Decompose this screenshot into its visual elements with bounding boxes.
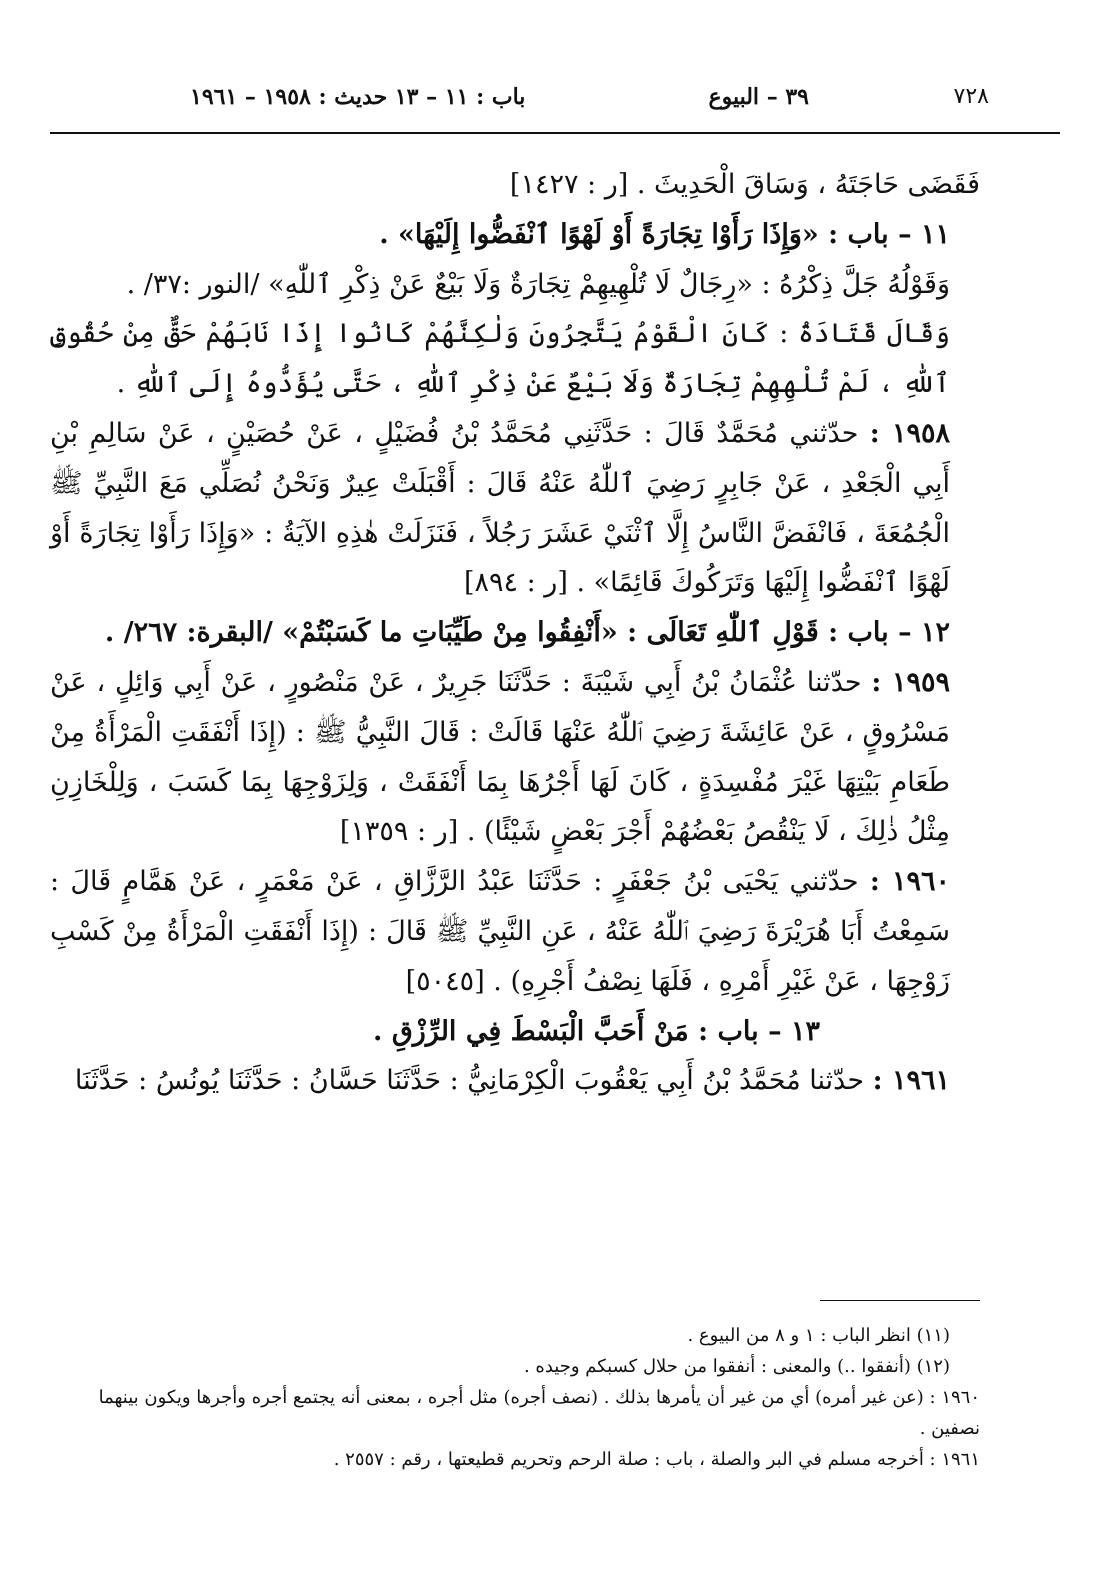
qatada-statement: وَقَالَ قَتَادَةُ : كَانَ الْقَوْمُ يَتَّجِرُونَ وَلٰكِنَّهُمْ كَانُوا إِذَا نَابَهُمْ حَقٌّ مِنْ حُقُوقِ ٱللّٰهِ ، لَمْ تُلْهِهِمْ تِجَارَةٌ وَلَا بَيْعٌ عَنْ ذِكْرِ ٱللّٰهِ ، حَتَّى يُؤَدُّوهُ إِلَى ٱللّٰهِ . — [50, 318, 950, 400]
header-divider — [50, 132, 1060, 134]
hadith-number: ١٩٦١ : — [872, 1065, 950, 1097]
page-number: ٧٢٨ — [953, 84, 989, 109]
hadith-number: ١٩٥٨ : — [869, 417, 950, 449]
running-header — [50, 84, 989, 124]
footnote-divider — [820, 1300, 980, 1301]
chapter-13-heading: ١٣ – باب : مَنْ أَحَبَّ الْبَسْطَ فِي الرِّزْقِ . — [373, 1015, 820, 1047]
hadith-text: حدّثنا مُحَمَّدُ بْنُ أَبِي يَعْقُوبَ الْكِرْمَانِيُّ : حَدَّثَنَا حَسَّانُ : حَدَّثَنَا يُونُسُ : حَدَّثَنَا — [74, 1065, 865, 1097]
footnote-12: (١٢) (أنفقوا ..) والمعنى : أنفقوا من حلال كسبكم وجيده . — [523, 1356, 950, 1377]
main-text — [50, 160, 980, 1106]
hadith-number: ١٩٦٠ : — [869, 866, 950, 898]
hadith-number: ١٩٥٩ : — [871, 666, 950, 698]
footnotes — [50, 1320, 980, 1475]
footnote-11: (١١) انظر الباب : ١ و ٨ من البيوع . — [687, 1325, 950, 1346]
chapter-hadith-range: باب : ١١ – ١٣ حديث : ١٩٥٨ – ١٩٦١ — [190, 84, 526, 110]
chapter-11-quote: وَقَوْلُهُ جَلَّ ذِكْرُهُ : «رِجَالٌ لَا تُلْهِيهِمْ تِجَارَةٌ وَلَا بَيْعٌ عَنْ ذِكْرِ ٱللّٰهِ» /النور :٣٧/ . — [126, 268, 950, 300]
hadith-1959 — [50, 658, 980, 857]
footnote-1960: ١٩٦٠ : (عن غير أمره) أي من غير أن يأمرها بذلك . (نصف أجره) مثل أجره ، بمعنى أنه يجتمع أجره وأجرها ويكون بينهما نصفين . — [98, 1387, 980, 1439]
continuation-line: فَقَضَى حَاجَتَهُ ، وَسَاقَ الْحَدِيثَ . [ر : ١٤٢٧] — [509, 169, 980, 200]
hadith-text: حدّثني يَحْيَى بْنُ جَعْفَرٍ : حَدَّثَنَا عَبْدُ الرَّزَّاقِ ، عَنْ مَعْمَرٍ ، عَنْ هَمَّامٍ قَالَ : سَمِعْتُ أَبَا هُرَيْرَةَ رَضِيَ ٱللّٰهُ عَنْهُ ، عَنِ النَّبِيِّ ﷺ قَالَ : (إِذَا أَنْفَقَتِ الْمَرْأَةُ مِنْ كَسْبِ زَوْجِهَا ، عَنْ غَيْرِ أَمْرِهِ ، فَلَهَا نِصْفُ أَجْرِهِ) . [٥٠٤٥] — [50, 866, 950, 997]
hadith-1958 — [50, 409, 980, 608]
chapter-11-heading: ١١ – باب : «وَإِذَا رَأَوْا تِجَارَةً أَوْ لَهْوًا ٱنْفَضُّوا إِلَيْهَا» . — [379, 218, 950, 250]
chapter-12-heading: ١٢ – باب : قَوْلِ ٱللّٰهِ تَعَالَى : «أَنْفِقُوا مِنْ طَيِّبَاتِ ما كَسَبْتُمْ» /البقرة: ٢٦٧/ . — [104, 617, 950, 649]
hadith-text: حدّثني مُحَمَّدٌ قَالَ : حَدَّثَنِي مُحَمَّدُ بْنُ فُضَيْلٍ ، عَنْ حُصَيْنٍ ، عَنْ سَالِمِ بْنِ أَبِي الْجَعْدِ ، عَنْ جَابِرٍ رَضِيَ ٱللّٰهُ عَنْهُ قَالَ : أَقْبَلَتْ عِيرٌ وَنَحْنُ نُصَلِّي مَعَ النَّبِيِّ ﷺ الْجُمُعَةَ ، فَانْفَضَّ النَّاسُ إِلَّا ٱثْنَيْ عَشَرَ رَجُلاً ، فَنَزَلَتْ هٰذِهِ الآيَةُ : «وَإِذَا رَأَوْا تِجَارَةً أَوْ لَهْوًا ٱنْفَضُّوا إِلَيْهَا وَتَرَكُوكَ قَائِمًا» . [ر : ٨٩٤] — [50, 417, 950, 599]
hadith-1961 — [50, 1056, 980, 1106]
hadith-text: حدّثنا عُثْمَانُ بْنُ أَبِي شَيْبَةَ : حَدَّثَنَا جَرِيرٌ ، عَنْ مَنْصُورٍ ، عَنْ أَبِي وَائِلٍ ، عَنْ مَسْرُوقٍ ، عَنْ عَائِشَةَ رَضِيَ ٱللّٰهُ عَنْهَا قَالَتْ : قَالَ النَّبِيُّ ﷺ : (إِذَا أَنْفَقَتِ الْمَرْأَةُ مِنْ طَعَامِ بَيْتِهَا غَيْرَ مُفْسِدَةٍ ، كَانَ لَهَا أَجْرُهَا بِمَا أَنْفَقَتْ ، وَلِزَوْجِهَا بِمَا كَسَبَ ، وَلِلْخَازِنِ مِثْلُ ذٰلِكَ ، لَا يَنْقُصُ بَعْضُهُمْ أَجْرَ بَعْضٍ شَيْئًا) . [ر : ١٣٥٩] — [50, 666, 950, 848]
book-title: ٣٩ – البيوع — [708, 84, 809, 110]
hadith-1960 — [50, 857, 980, 1006]
footnote-1961: ١٩٦١ : أخرجه مسلم في البر والصلة ، باب : صلة الرحم وتحريم قطيعتها ، رقم : ٢٥٥٧ . — [333, 1449, 980, 1470]
